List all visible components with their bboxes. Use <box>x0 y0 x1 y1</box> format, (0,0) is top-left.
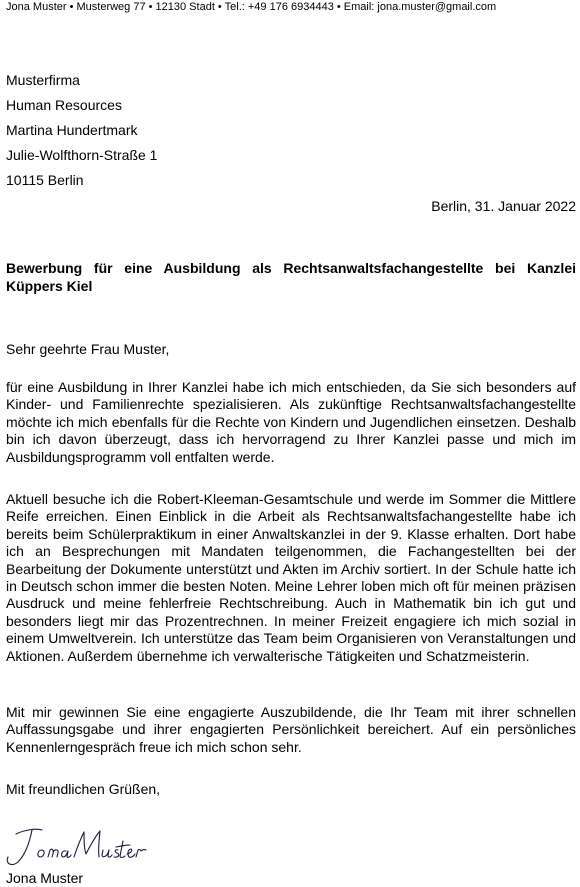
body-paragraph-2: Aktuell besuche ich die Robert-Kleeman-Gesamtschule und werde im Sommer die Mittlere Reife erreichen. Einen Einblick in die Arbeit als Rechtsanwaltsfachangestellte habe ich bereits beim Schülerpraktikum in einer Anwaltskanzlei in der 9. Klasse erhalten. Dort habe ich an Besprechungen mit Mandaten teilgenommen, die Fachangestellten bei der Bearbeitung der Dokumente unterstützt und Akten im Archiv sortiert. In der Schule hatte ich in Deutsch schon immer die besten Noten. Meine Lehrer loben mich oft für meinen präzisen Ausdruck und meine fehlerfreie Rechtschreibung. Auch in Mathematik bin ich gut und besonders liegt mir das Prozentrechnen. In meiner Freizeit engagiere ich mich sozial in einem Umweltverein. Ich unterstütze das Team beim Organisieren von Veranstaltungen und Aktionen. Außerdem übernehme ich verwalterische Tätigkeiten und Schatzmeisterin. <box>6 491 576 664</box>
closing-phrase: Mit freundlichen Grüßen, <box>6 781 161 797</box>
recipient-company: Musterfirma <box>6 72 80 88</box>
recipient-address-block <box>6 71 157 196</box>
recipient-city: 10115 Berlin <box>6 172 84 188</box>
handwritten-signature <box>2 824 152 868</box>
recipient-street: Julie-Wolfthorn-Straße 1 <box>6 147 158 163</box>
sender-contact-line: Jona Muster • Musterweg 77 • 12130 Stadt • Tel.: +49 176 6934443 • Email: jona.muster@gmail.com <box>6 1 497 13</box>
body-paragraph-3: Mit mir gewinnen Sie eine engagierte Auszubildende, die Ihr Team mit ihrer schnellen Auffassungsgabe und ihrer engagierten Persönlichkeit bereichert. Auf ein persönliches Kennenlerngespräch freue ich mich schon sehr. <box>6 704 576 755</box>
salutation: Sehr geehrte Frau Muster, <box>6 341 170 357</box>
subject-line: Bewerbung für eine Ausbildung als Rechtsanwaltsfachangestellte bei Kanzlei Küppers Kiel <box>6 260 576 294</box>
recipient-department: Human Resources <box>6 97 122 113</box>
signer-name: Jona Muster <box>6 870 84 886</box>
letter-date: Berlin, 31. Januar 2022 <box>431 198 576 214</box>
recipient-name: Martina Hundertmark <box>6 122 138 138</box>
body-paragraph-1: für eine Ausbildung in Ihrer Kanzlei habe ich mich entschieden, da Sie sich besonders auf Kinder- und Familienrechte spezialisieren. Als zukünftige Rechtsanwaltsfachangestellte möchte ich mich ebenfalls für die Rechte von Kindern und Jugendlichen einsetzen. Deshalb bin ich davon überzeugt, dass ich hervorragend zu Ihrer Kanzlei passe und mich im Ausbildungsprogramm voll entfalten werde. <box>6 379 576 465</box>
